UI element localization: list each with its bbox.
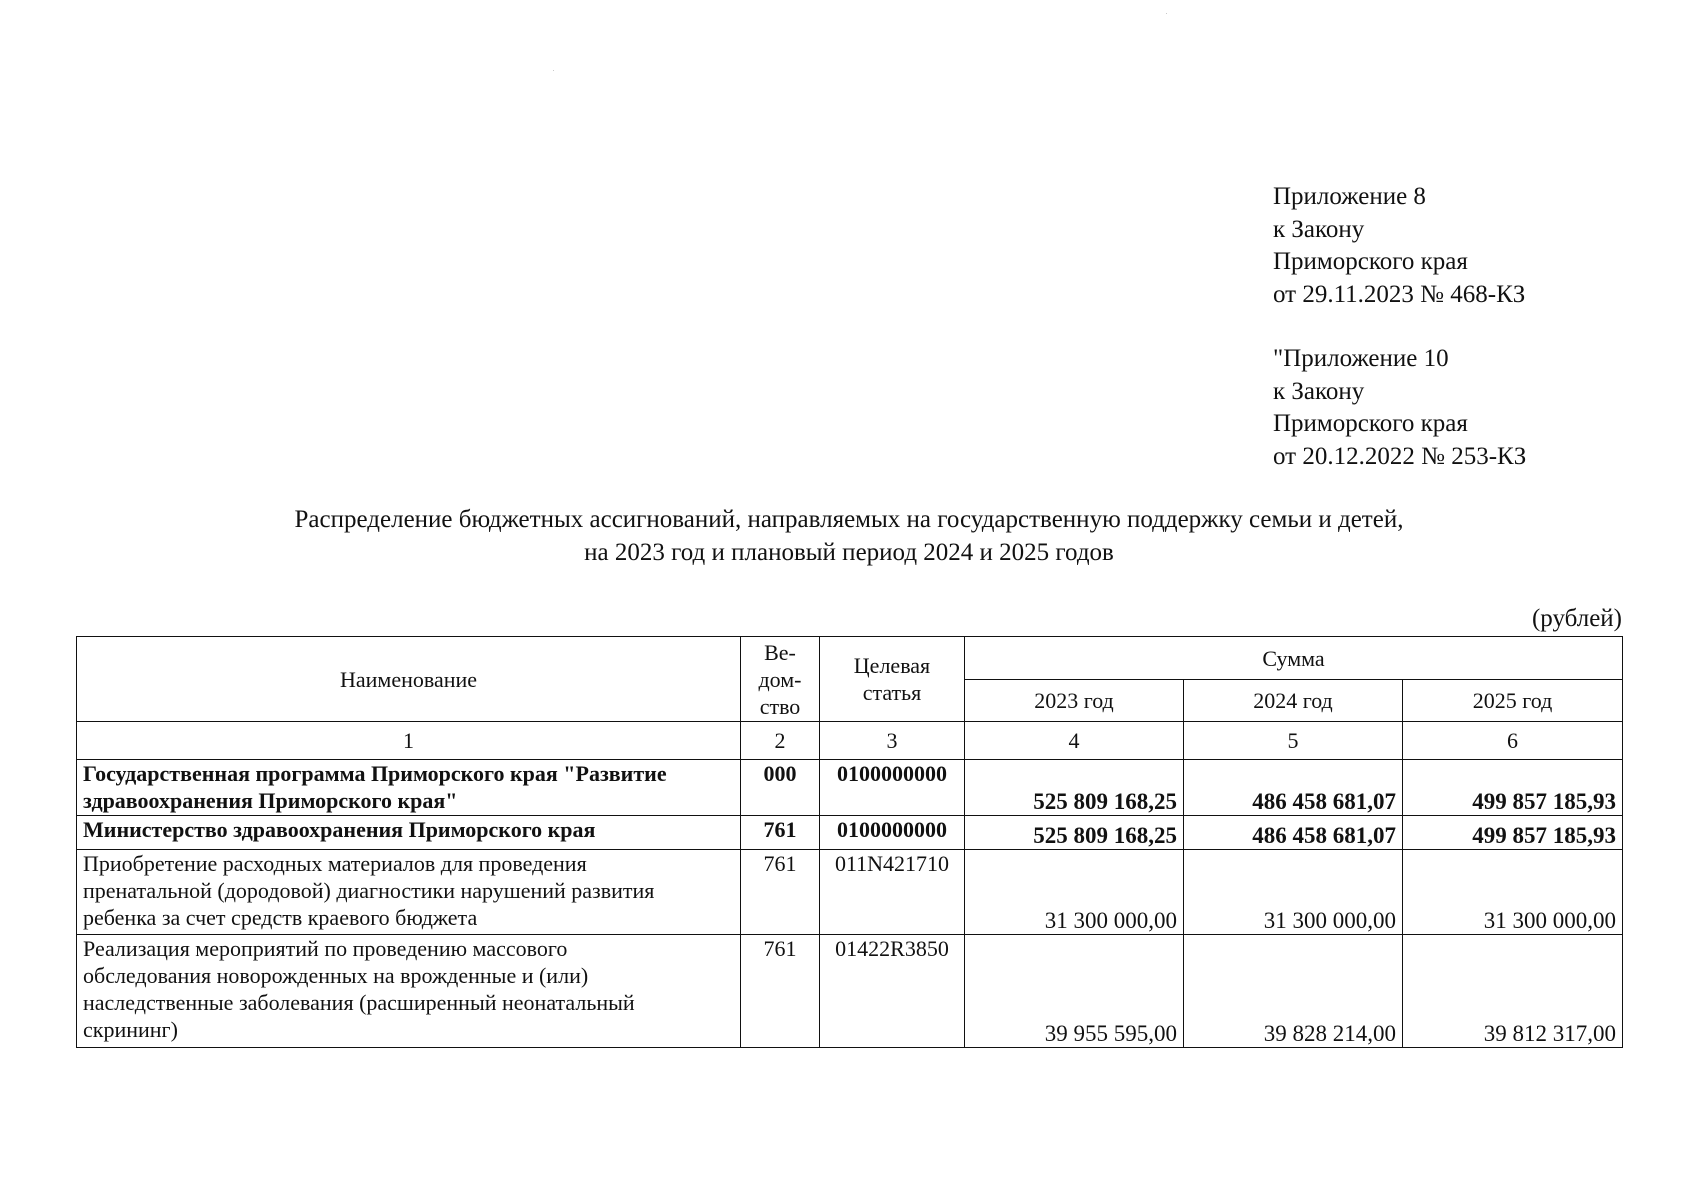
row-target-article: 01422R3850 — [820, 935, 965, 1048]
annex-line: к Закону — [1273, 377, 1365, 405]
row-department: 761 — [741, 816, 820, 850]
row-name: Министерство здравоохранения Приморского края — [77, 816, 741, 850]
row-amount-2024: 39 828 214,00 — [1184, 935, 1403, 1048]
row-name: Государственная программа Приморского края "Развитие здравоохранения Приморского края" — [77, 760, 741, 816]
scan-speck — [1166, 13, 1167, 14]
row-amount-2024: 486 458 681,07 — [1184, 760, 1403, 816]
document-title-line: Распределение бюджетных ассигнований, направляемых на государственную поддержку семьи и детей, — [294, 506, 1404, 533]
annex-line: от 20.12.2022 № 253-КЗ — [1273, 442, 1527, 470]
row-amount-2024: 31 300 000,00 — [1184, 850, 1403, 935]
row-department: 761 — [741, 935, 820, 1048]
annex-header-original — [1273, 343, 1526, 473]
header-year-2023: 2023 год — [965, 680, 1184, 722]
table-row — [77, 935, 1623, 1048]
table-row — [77, 850, 1623, 935]
column-number: 4 — [965, 722, 1184, 760]
budget-table — [76, 636, 1623, 1048]
header-name: Наименование — [77, 637, 741, 722]
header-target-article: Целевая статья — [820, 637, 965, 722]
row-amount-2023: 525 809 168,25 — [965, 816, 1184, 850]
column-number: 2 — [741, 722, 820, 760]
document-title — [0, 503, 1698, 569]
row-amount-2025: 31 300 000,00 — [1403, 850, 1623, 935]
row-target-article: 011N421710 — [820, 850, 965, 935]
column-number-row — [77, 722, 1623, 760]
row-target-article: 0100000000 — [820, 760, 965, 816]
row-amount-2025: 499 857 185,93 — [1403, 816, 1623, 850]
row-amount-2023: 525 809 168,25 — [965, 760, 1184, 816]
row-target-article: 0100000000 — [820, 816, 965, 850]
annex-line: от 29.11.2023 № 468-КЗ — [1273, 280, 1526, 308]
annex-line: Приморского края — [1273, 248, 1468, 275]
row-amount-2023: 39 955 595,00 — [965, 935, 1184, 1048]
header-department: Ве- дом- ство — [741, 637, 820, 722]
annex-line: Приморского края — [1273, 410, 1468, 437]
row-department: 000 — [741, 760, 820, 816]
column-number: 3 — [820, 722, 965, 760]
column-number: 6 — [1403, 722, 1623, 760]
annex-line: к Закону — [1273, 215, 1365, 243]
header-year-2024: 2024 год — [1184, 680, 1403, 722]
document-title-line: на 2023 год и плановый период 2024 и 2025 годов — [584, 539, 1114, 566]
header-year-2025: 2025 год — [1403, 680, 1623, 722]
row-name: Приобретение расходных материалов для проведения пренатальной (дородовой) диагностики нарушений развития ребенка за счет средств краевого бюджета — [77, 850, 741, 935]
annex-line: "Приложение 10 — [1273, 345, 1449, 372]
row-name: Реализация мероприятий по проведению массового обследования новорожденных на врожденные и (или) наследственные заболевания (расширенный неонатальный скрининг) — [77, 935, 741, 1048]
column-number: 1 — [77, 722, 741, 760]
row-department: 761 — [741, 850, 820, 935]
currency-unit: (рублей) — [1531, 605, 1622, 632]
annex-line: Приложение 8 — [1273, 183, 1426, 210]
column-number: 5 — [1184, 722, 1403, 760]
table-row — [77, 760, 1623, 816]
row-amount-2025: 39 812 317,00 — [1403, 935, 1623, 1048]
annex-header-current — [1273, 181, 1525, 311]
row-amount-2025: 499 857 185,93 — [1403, 760, 1623, 816]
header-sum: Сумма — [965, 637, 1623, 680]
table-row — [77, 816, 1623, 850]
row-amount-2024: 486 458 681,07 — [1184, 816, 1403, 850]
row-amount-2023: 31 300 000,00 — [965, 850, 1184, 935]
scan-speck — [553, 70, 554, 71]
